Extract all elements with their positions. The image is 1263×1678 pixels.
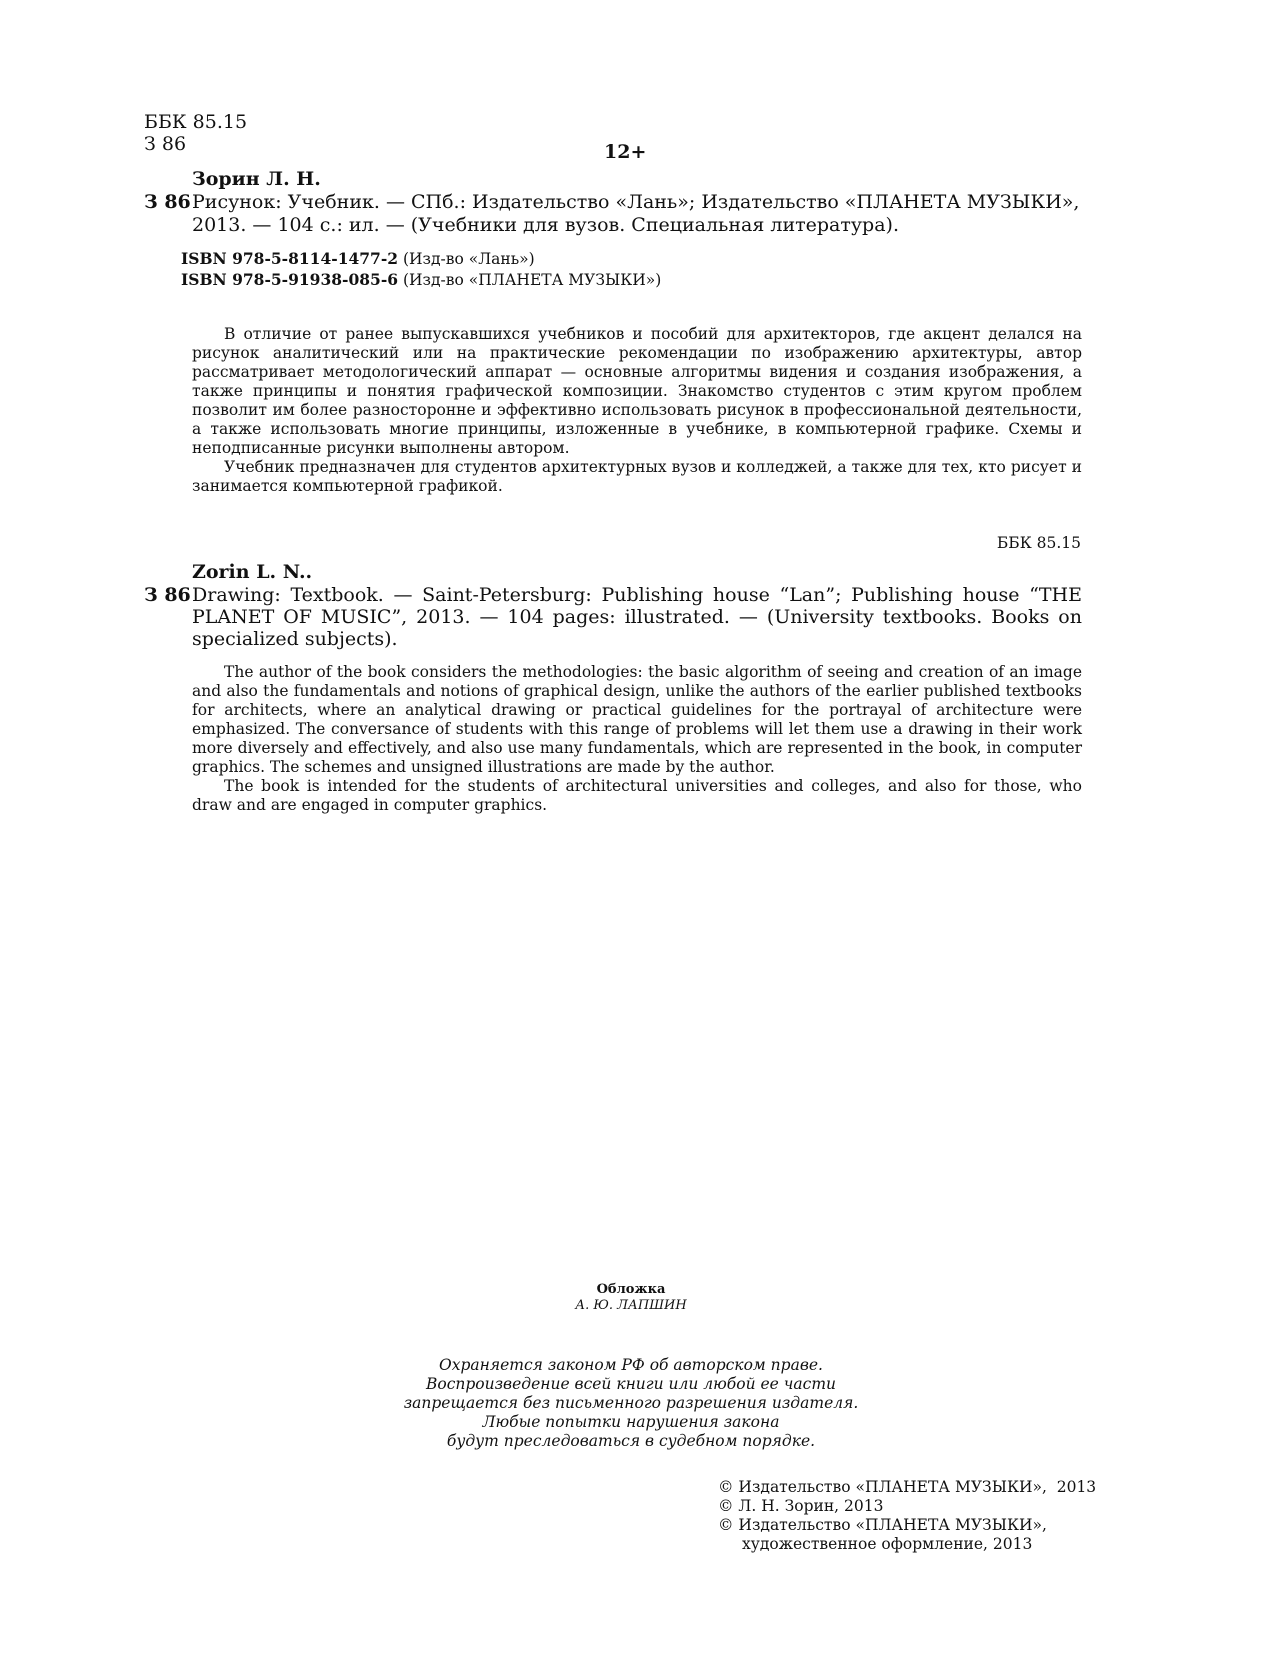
isbn-planet-number: ISBN 978-5-91938-085-6	[181, 270, 399, 289]
isbn-lan-number: ISBN 978-5-8114-1477-2	[181, 249, 399, 268]
ru-abstract-paragraph-1: В отличие от ранее выпускавшихся учебников и пособий для архитекторов, где акцент делался на рисунок аналитический или на практические рекомендации по изображению архитектуры, автор рассматривает методологический аппарат — основные алгоритмы видения и создания изображения, а также принципы и понятия графической композиции. Знакомство студентов с этим кругом проблем позволит им более разносторонне и эффективно использовать рисунок в профессиональной деятельности, а также использовать многие принципы, изложенные в учебнике, в компьютерной графике. Схемы и неподписанные рисунки выполнены автором.	[192, 325, 1082, 457]
copyrights	[718, 1478, 1096, 1554]
cover-label: Обложка	[596, 1282, 666, 1297]
cover-artist: А. Ю. ЛАПШИН	[575, 1298, 687, 1313]
isbn-planet-publisher: (Изд-во «ПЛАНЕТА МУЗЫКИ»)	[398, 271, 662, 289]
en-author-code: З 86	[144, 584, 191, 606]
ru-abstract-paragraph-2: Учебник предназначен для студентов архитектурных вузов и колледжей, а также для тех, кто рисует и занимается компьютерной графикой.	[192, 458, 1082, 495]
cover-credit	[431, 1282, 831, 1314]
isbn-lan	[181, 249, 535, 269]
copyright-notice-line: Охраняется законом РФ об авторском праве.	[439, 1356, 823, 1374]
ru-abstract	[192, 325, 1082, 496]
ru-description-line2: 2013. — 104 с.: ил. — (Учебники для вузов. Специальная литература).	[192, 214, 899, 236]
age-rating: 12+	[604, 141, 647, 163]
en-abstract-paragraph-1: The author of the book considers the methodologies: the basic algorithm of seeing and creation of an image and also the fundamentals and notions of graphical design, unlike the authors of the earlier published textbooks for architects, where an analytical drawing or practical guidelines for the portrayal of architecture were emphasized. The conversance of students with this range of problems will let them use a drawing in their work more diversely and effectively, and also use many fundamentals, which are represented in the book, in computer graphics. The schemes and unsigned illustrations are made by the author.	[192, 663, 1082, 776]
bbk-code-right: ББК 85.15	[996, 534, 1081, 552]
en-abstract-paragraph-2: The book is intended for the students of architectural universities and colleges, and also for those, who draw and are engaged in computer graphics.	[192, 777, 1082, 814]
copyright-notice-line: Любые попытки нарушения закона	[482, 1413, 780, 1431]
en-author: Zorin L. N..	[192, 561, 313, 583]
ru-author-code: З 86	[144, 191, 191, 213]
copyright-notice-line: запрещается без письменного разрешения издателя.	[403, 1394, 859, 1412]
copyright-line: © Издательство «ПЛАНЕТА МУЗЫКИ»,	[718, 1516, 1047, 1534]
en-abstract	[192, 663, 1082, 815]
copyright-notice-line: будут преследоваться в судебном порядке.	[446, 1432, 816, 1450]
isbn-planet	[181, 270, 661, 290]
copyright-notice-line: Воспроизведение всей книги или любой ее части	[425, 1375, 837, 1393]
bbk-code-top: ББК 85.15	[144, 111, 248, 133]
en-description: Drawing: Textbook. — Saint-Petersburg: Publishing house “Lan”; Publishing house “THE PLANET OF MUSIC”, 2013. — 104 pages: illustrated. — (University textbooks. Books on specialized subjects).	[192, 584, 1082, 650]
copyright-line: © Издательство «ПЛАНЕТА МУЗЫКИ», 2013	[718, 1478, 1097, 1496]
isbn-lan-publisher: (Изд-во «Лань»)	[398, 250, 535, 268]
ru-description-line1: Рисунок: Учебник. — СПб.: Издательство «Лань»; Издательство «ПЛАНЕТА МУЗЫКИ»,	[192, 191, 1080, 213]
copyright-line: © Л. Н. Зорин, 2013	[718, 1497, 884, 1515]
copyright-line: художественное оформление, 2013	[742, 1535, 1033, 1553]
ru-author: Зорин Л. Н.	[192, 168, 321, 190]
copyright-notice	[331, 1356, 931, 1451]
author-code-top: З 86	[144, 133, 187, 155]
